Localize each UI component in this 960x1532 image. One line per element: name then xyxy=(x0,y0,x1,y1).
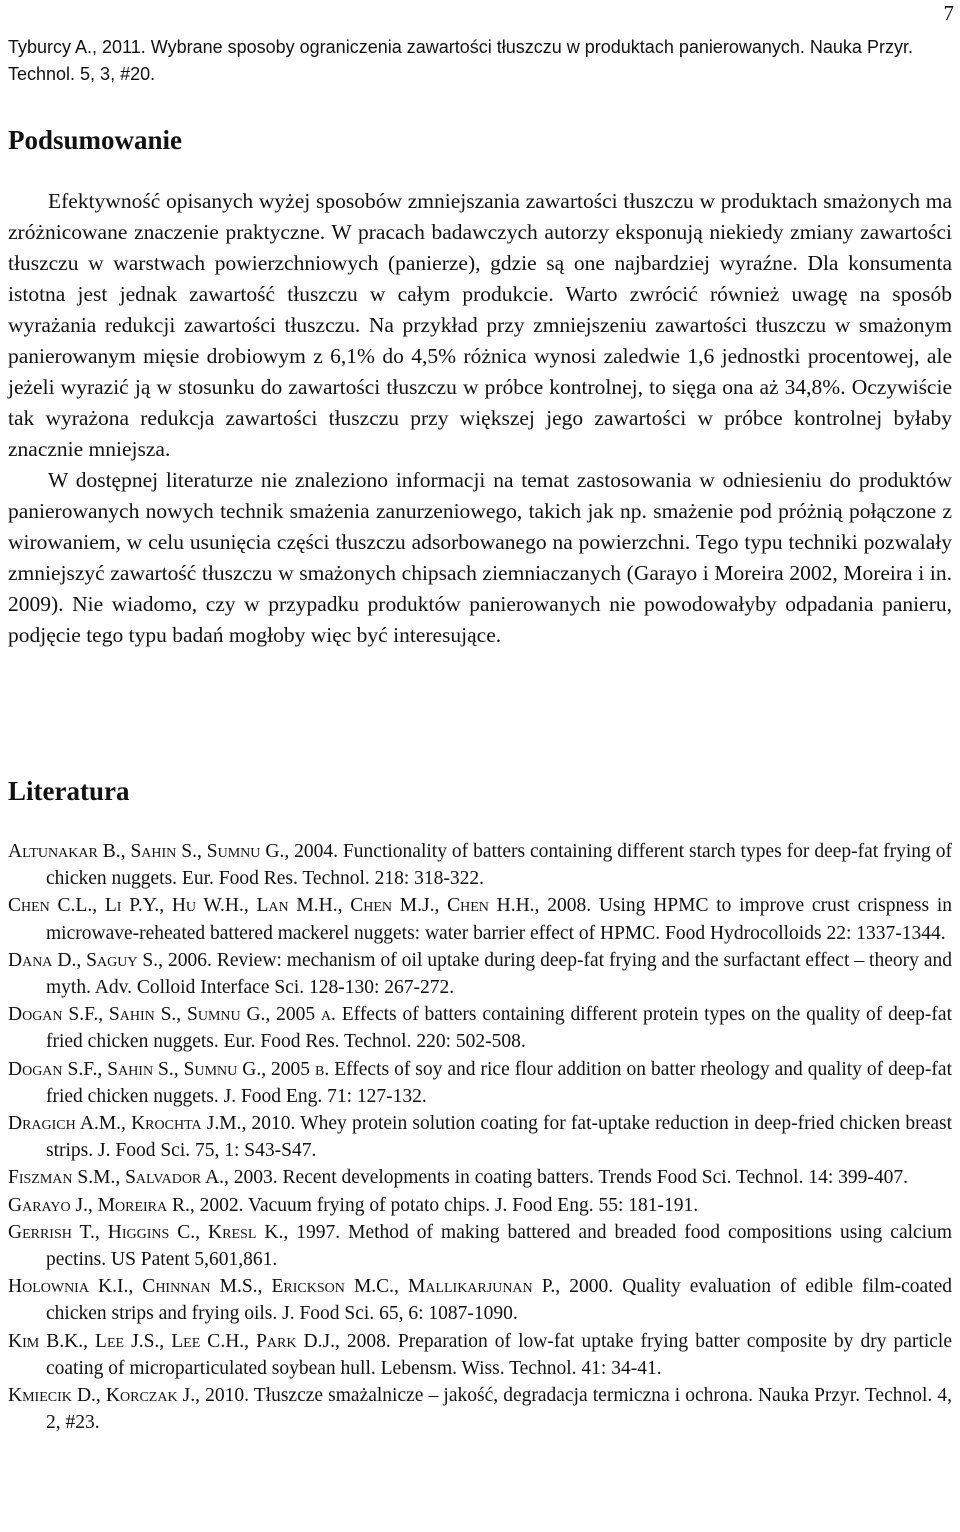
reference-item xyxy=(8,892,952,946)
reference-list xyxy=(8,838,952,1436)
reference-item xyxy=(8,1192,952,1219)
section-title-literature: Literatura xyxy=(8,776,130,806)
reference-item xyxy=(8,1056,952,1110)
page-number: 7 xyxy=(943,1,954,25)
reference-text: Vacuum frying of potato chips. J. Food Eng. 55: 181-191. xyxy=(243,1194,699,1216)
reference-authors: Holownia K.I., Chinnan M.S., Erickson M.C., Mallikarjunan P., 2000. xyxy=(8,1276,614,1298)
reference-item xyxy=(8,1001,952,1055)
section-title-summary: Podsumowanie xyxy=(8,125,183,155)
reference-text: Recent developments in coating batters. Trends Food Sci. Technol. 14: 399-407. xyxy=(277,1167,908,1189)
running-header: Tyburcy A., 2011. Wybrane sposoby ograniczenia zawartości tłuszczu w produktach panierowanych. Nauka Przyr. Technol. 5, 3, #20. xyxy=(8,37,913,84)
reference-authors: Altunakar B., Sahin S., Sumnu G., 2004. xyxy=(8,841,339,862)
reference-item xyxy=(8,1273,952,1327)
reference-authors: Dogan S.F., Sahin S., Sumnu G., 2005 a. xyxy=(8,1004,336,1026)
reference-text: Preparation of low-fat uptake frying batter composite by dry particle coating of microparticulated soybean hull. Lebensm. Wiss. Technol. 41: 34-41. xyxy=(46,1330,952,1379)
summary-body xyxy=(8,186,952,651)
reference-authors: Fiszman S.M., Salvador A., 2003. xyxy=(8,1167,278,1189)
reference-text: Effects of batters containing different protein types on the quality of deep-fat fried chicken nuggets. Eur. Food Res. Technol. 220: 502-508. xyxy=(46,1004,952,1053)
reference-authors: Gerrish T., Higgins C., Kresl K., 1997. xyxy=(8,1221,341,1243)
reference-authors: Kmiecik D., Korczak J., 2010. xyxy=(8,1385,249,1407)
reference-text: Quality evaluation of edible film-coated chicken strips and frying oils. J. Food Sci. 65, 6: 1087-1090. xyxy=(46,1276,952,1325)
reference-item xyxy=(8,1382,952,1436)
reference-authors: Dragich A.M., Krochta J.M., 2010. xyxy=(8,1113,296,1135)
reference-authors: Garayo J., Moreira R., 2002. xyxy=(8,1194,244,1216)
reference-authors: Kim B.K., Lee J.S., Lee C.H., Park D.J., 2008. xyxy=(8,1330,391,1352)
reference-item xyxy=(8,1110,952,1164)
reference-text: Method of making battered and breaded food compositions using calcium pectins. US Patent 5,601,861. xyxy=(46,1221,953,1271)
reference-item xyxy=(8,947,952,1001)
reference-text: Effects of soy and rice flour addition on batter rheology and quality of deep-fat fried chicken nuggets. J. Food Eng. 71: 127-132. xyxy=(46,1058,952,1107)
reference-text: Whey protein solution coating for fat-uptake reduction in deep-fried chicken breast strips. J. Food Sci. 75, 1: S43-S47. xyxy=(46,1113,952,1162)
reference-authors: Dana D., Saguy S., 2006. xyxy=(8,949,212,971)
reference-item xyxy=(8,1328,952,1382)
reference-item xyxy=(8,1219,952,1273)
reference-authors: Dogan S.F., Sahin S., Sumnu G., 2005 b. xyxy=(8,1058,330,1080)
reference-text: Review: mechanism of oil uptake during deep-fat frying and the surfactant effect – theory and myth. Adv. Colloid Interface Sci. 128-130: 267-272. xyxy=(46,949,952,999)
summary-paragraph: W dostępnej literaturze nie znaleziono informacji na temat zastosowania w odniesieniu do produktów panierowanych nowych technik smażenia zanurzeniowego, takich jak np. smażenie pod próżnią połączone z wirowaniem, w celu usunięcia części tłuszczu adsorbowanego na powierzchni. Tego typu techniki pozwalały zmniejszyć zawartość tłuszczu w smażonych chipsach ziemniaczanych (Garayo i Moreira 2002, Moreira i in. 2009). Nie wiadomo, czy w przypadku produktów panierowanych nie powodowałyby odpadania panieru, podjęcie tego typu badań mogłoby więc być interesujące. xyxy=(8,468,952,647)
reference-text: Tłuszcze smażalnicze – jakość, degradacja termiczna i ochrona. Nauka Przyr. Technol. 4, 2, #23. xyxy=(46,1385,953,1434)
reference-text: Functionality of batters containing different starch types for deep-fat frying of chicken nuggets. Eur. Food Res. Technol. 218: 318-322. xyxy=(46,841,952,890)
reference-item xyxy=(8,1164,952,1191)
summary-paragraph: Efektywność opisanych wyżej sposobów zmniejszania zawartości tłuszczu w produktach smażonych ma zróżnicowane znaczenie praktyczne. W pracach badawczych autorzy eksponują niekiedy zmiany zawartości tłuszczu w warstwach powierzchniowych (panierze), gdzie są one najbardziej wyraźne. Dla konsumenta istotna jest jednak zawartość tłuszczu w całym produkcie. Warto zwrócić również uwagę na sposób wyrażania redukcji zawartości tłuszczu. Na przykład przy zmniejszeniu zawartości tłuszczu w smażonym panierowanym mięsie drobiowym z 6,1% do 4,5% różnica wynosi zaledwie 1,6 jednostki procentowej, ale jeżeli wyrazić ją w stosunku do zawartości tłuszczu w próbce kontrolnej, to sięga ona aż 34,8%. Oczywiście tak wyrażona redukcja zawartości tłuszczu przy większej jego zawartości w próbce kontrolnej byłaby znacznie mniejsza. xyxy=(8,189,952,461)
reference-authors: Chen C.L., Li P.Y., Hu W.H., Lan M.H., Chen M.J., Chen H.H., 2008. xyxy=(8,895,592,917)
reference-text: Using HPMC to improve crust crispness in microwave-reheated battered mackerel nuggets: water barrier effect of HPMC. Food Hydrocolloids 22: 1337-1344. xyxy=(46,895,953,944)
reference-item xyxy=(8,838,952,892)
